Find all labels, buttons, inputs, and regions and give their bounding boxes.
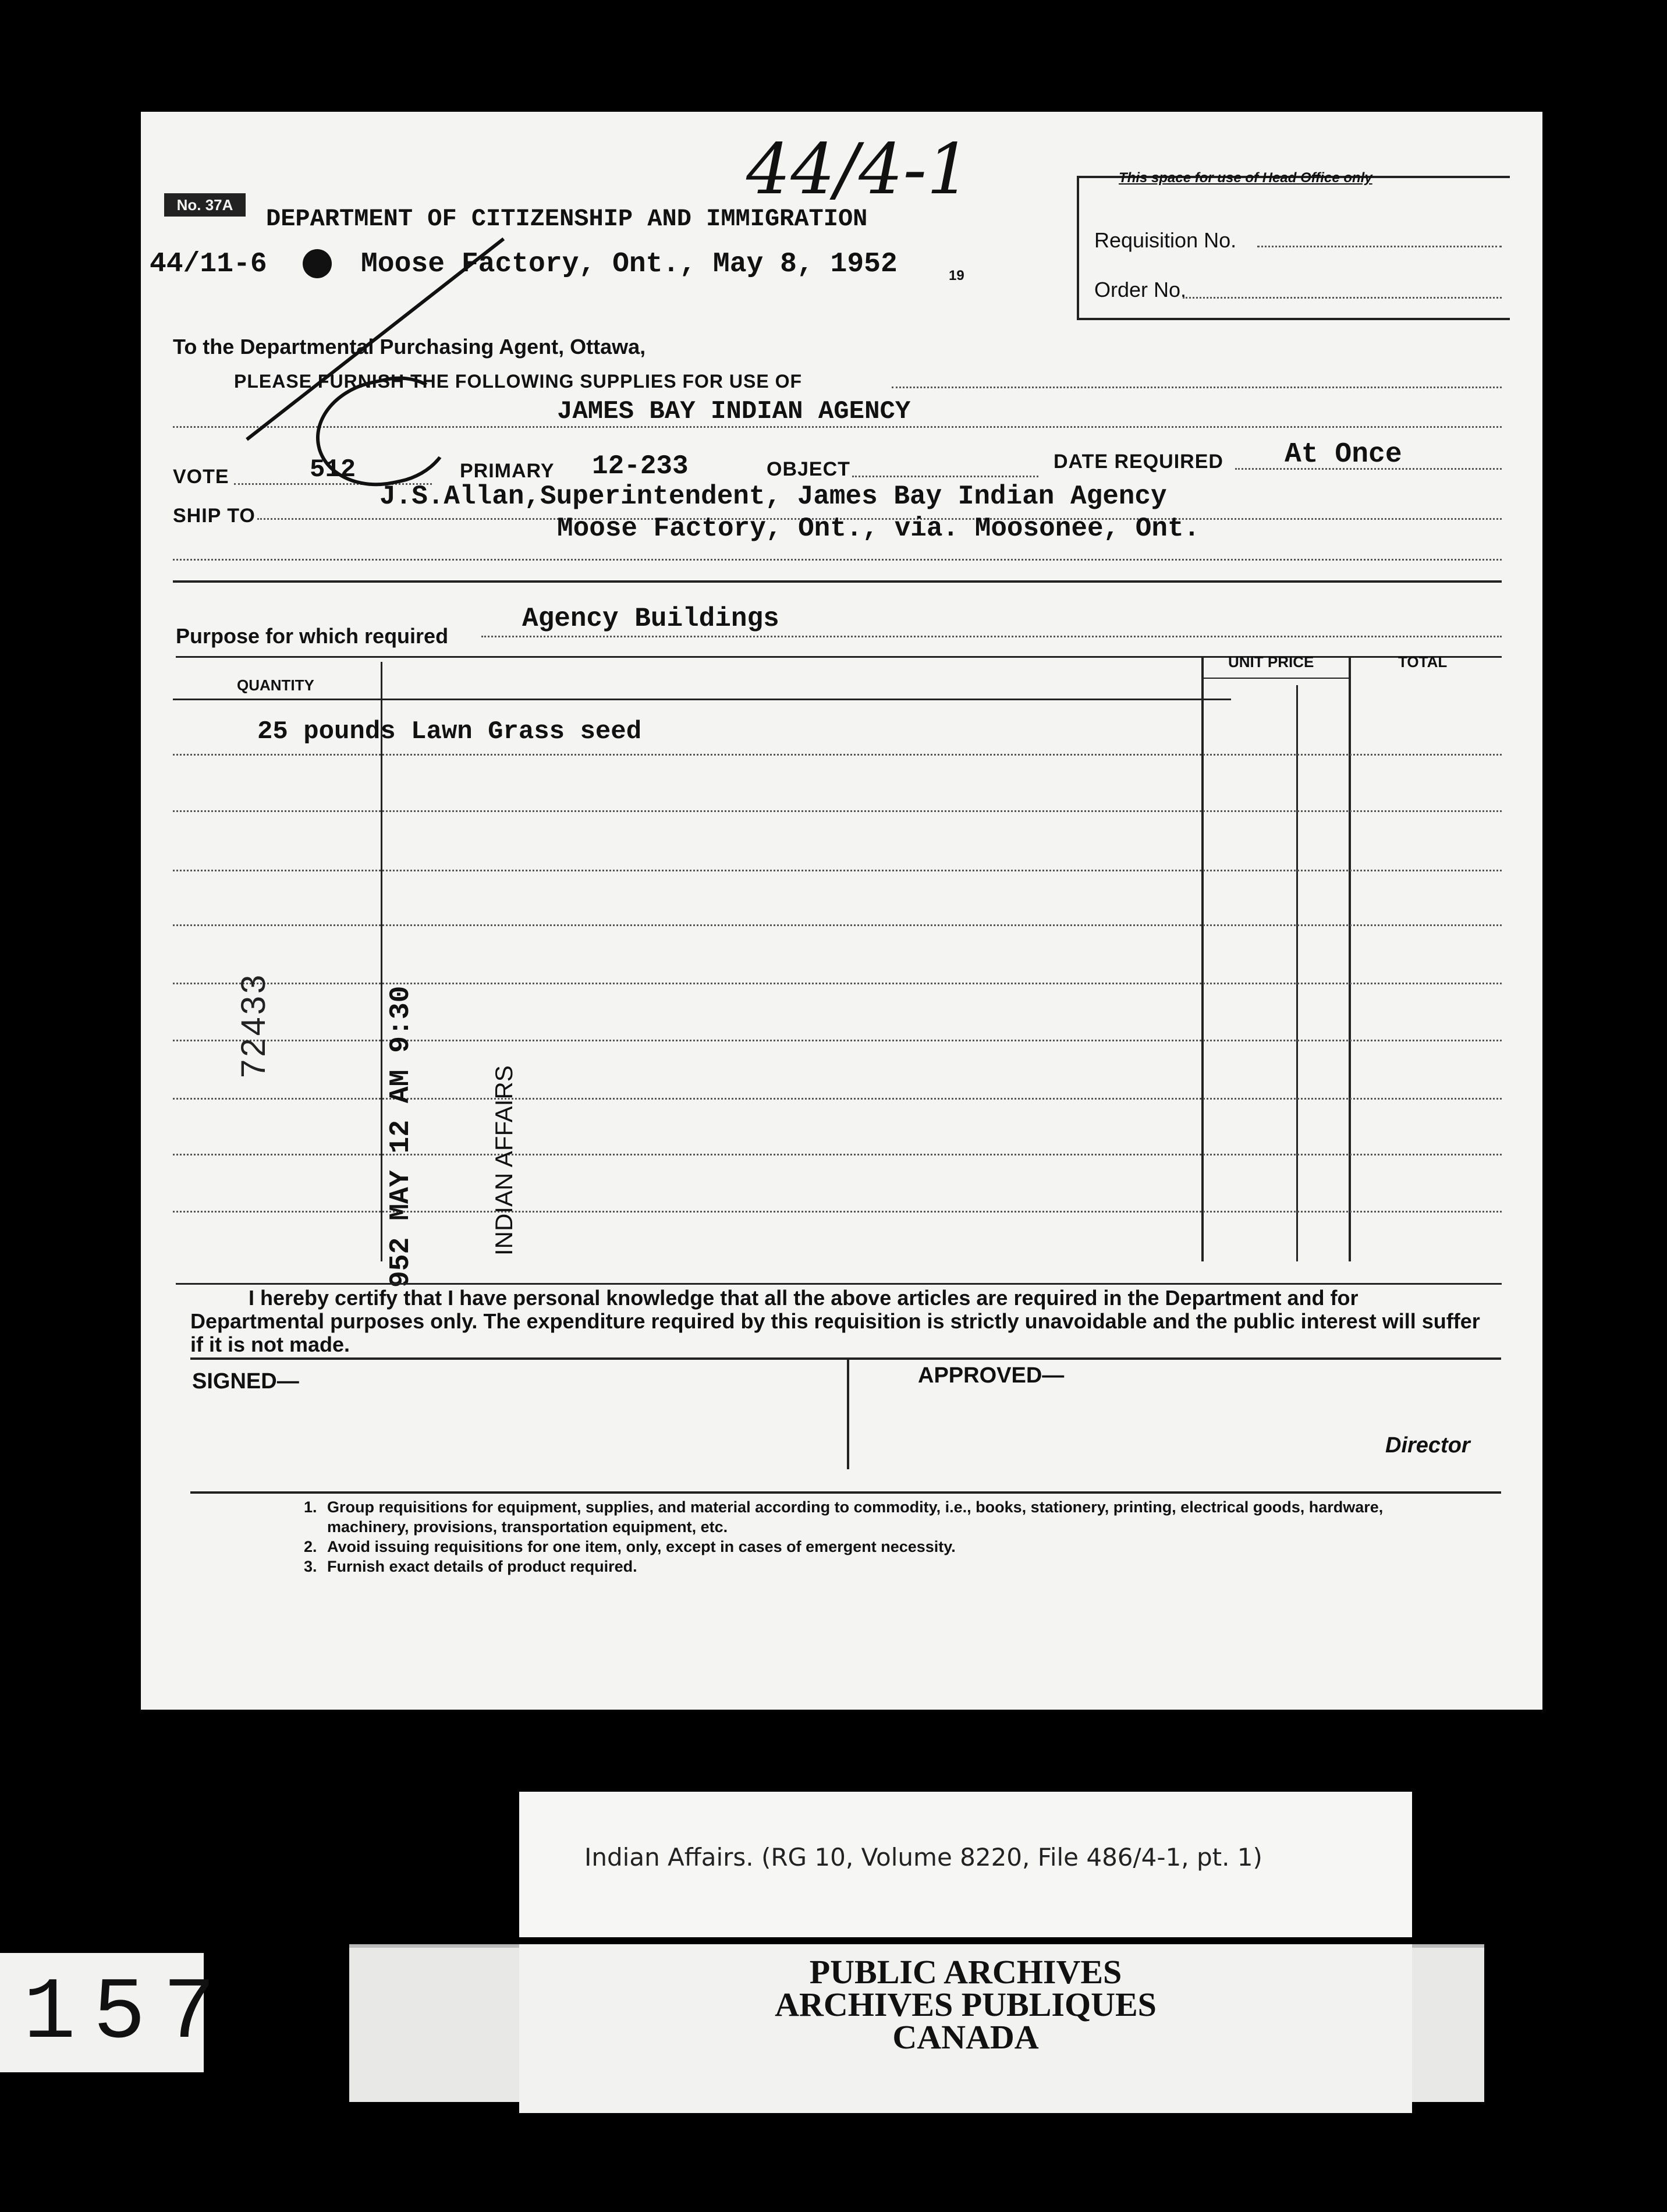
furnish-field — [892, 387, 1502, 388]
note-2-text: Avoid issuing requisitions for one item, only, except in cases of emergent necessity. — [327, 1538, 956, 1555]
unit-price-header-rule — [1201, 678, 1349, 679]
primary-label: PRIMARY — [460, 460, 555, 482]
item-ruled-line — [173, 924, 1502, 926]
table-header-rule — [173, 699, 1231, 700]
archive-stamp-line-3: CANADA — [892, 2018, 1039, 2056]
ship-to-field-2 — [173, 559, 1502, 561]
requisition-no-field — [1257, 246, 1502, 247]
object-field — [852, 476, 1038, 477]
stamp-number: 72433 — [235, 972, 272, 1078]
note-3-number: 3. — [304, 1558, 317, 1575]
note-1-number: 1. — [304, 1498, 317, 1516]
item-ruled-line — [173, 810, 1502, 812]
signature-divider — [847, 1359, 849, 1469]
primary-value: 12-233 — [592, 451, 689, 481]
note-2-number: 2. — [304, 1538, 317, 1555]
unit-price-column-rule-mid — [1296, 685, 1298, 1261]
requisition-form — [141, 112, 1542, 1710]
item-ruled-line — [173, 1211, 1502, 1213]
item-ruled-line — [173, 1098, 1502, 1100]
archive-stamp-line-1: PUBLIC ARCHIVES — [809, 1953, 1122, 1991]
object-label: OBJECT — [767, 458, 850, 480]
item-ruled-line — [173, 754, 1502, 756]
date-required-label: DATE REQUIRED — [1054, 451, 1223, 473]
order-no-field — [1183, 297, 1502, 299]
total-header: TOTAL — [1398, 653, 1448, 671]
date-required-field — [1235, 468, 1502, 470]
item-ruled-line — [173, 1040, 1502, 1041]
archive-stamp-line-2: ARCHIVES PUBLIQUES — [775, 1986, 1157, 2023]
requisition-no-label: Requisition No. — [1094, 228, 1237, 252]
department-heading: DEPARTMENT OF CITIZENSHIP AND IMMIGRATION — [266, 205, 868, 233]
furnish-label: PLEASE FURNISH THE FOLLOWING SUPPLIES FOR USE OF — [234, 371, 803, 392]
signature-top-rule — [190, 1357, 1501, 1360]
note-1-text: Group requisitions for equipment, supplies, and material according to commodity, i.e., books, stationery, printing, electrical goods, hardware, machinery, provisions, transportation equipment, etc. — [327, 1498, 1384, 1536]
note-3-text: Furnish exact details of product required. — [327, 1558, 637, 1575]
ship-to-label: SHIP TO — [173, 505, 256, 527]
note-3 — [304, 1557, 1410, 1576]
ink-blot — [303, 249, 332, 278]
quantity-column-rule — [381, 662, 382, 1261]
purpose-label: Purpose for which required — [176, 624, 449, 648]
frame-number: 157 — [23, 1965, 233, 2064]
order-no-label: Order No. — [1094, 278, 1187, 302]
purpose-value: Agency Buildings — [522, 604, 779, 634]
approved-label: APPROVED— — [918, 1363, 1065, 1388]
certification-text: I hereby certify that I have personal knowledge that all the above articles are required in the Department and for Departmental purposes only. The expenditure required by this requisition is strictly unavoidable and the public interest will suffer if it is not made. — [190, 1286, 1480, 1356]
date-required-value: At Once — [1285, 439, 1402, 470]
received-date-stamp: 952 MAY 12 AM 9:30 — [385, 986, 417, 1288]
quantity-header: QUANTITY — [237, 676, 314, 694]
file-reference: 44/11-6 — [150, 249, 267, 280]
note-2 — [304, 1537, 1410, 1557]
indian-affairs-stamp: INDIAN AFFAIRS — [490, 1065, 517, 1256]
unit-price-column-rule-left — [1201, 656, 1204, 1261]
agency-name: JAMES BAY INDIAN AGENCY — [557, 397, 911, 426]
section-rule — [173, 580, 1502, 583]
archive-stamp — [519, 1953, 1412, 2056]
place-and-date: Moose Factory, Ont., May 8, 1952 — [361, 249, 898, 280]
archive-reference: Indian Affairs. (RG 10, Volume 8220, File 486/4-1, pt. 1) — [584, 1843, 1262, 1871]
film-frame-number — [0, 1953, 233, 2072]
vote-label: VOTE — [173, 466, 229, 488]
total-column-rule — [1349, 656, 1351, 1261]
archive-stamp-card — [519, 1944, 1412, 2113]
vote-value: 512 — [310, 455, 356, 484]
ship-to-line2: Moose Factory, Ont., via. Moosonee, Ont. — [557, 513, 1200, 544]
head-office-title: This space for use of Head Office only — [1119, 170, 1372, 186]
item-ruled-line — [173, 983, 1502, 984]
purpose-field — [481, 636, 1502, 637]
notes-list — [304, 1497, 1410, 1576]
director-label: Director — [1385, 1433, 1470, 1458]
archive-caption-card — [519, 1792, 1412, 1937]
note-1 — [304, 1497, 1410, 1537]
certification-top-rule — [176, 1283, 1502, 1285]
signed-label: SIGNED— — [192, 1369, 299, 1394]
item-line-1: 25 pounds Lawn Grass seed — [257, 717, 642, 746]
notes-top-rule — [190, 1491, 1501, 1494]
to-line: To the Departmental Purchasing Agent, Ottawa, — [173, 335, 646, 359]
year-suffix: 19 — [949, 268, 964, 283]
ship-to-line1: J.S.Allan,Superintendent, James Bay Indian Agency — [379, 481, 1167, 512]
unit-price-header: UNIT PRICE — [1228, 653, 1314, 671]
item-ruled-line — [173, 1154, 1502, 1155]
handwritten-file-note: 44/4-1 — [746, 129, 971, 210]
form-number-badge: No. 37A — [164, 193, 246, 217]
item-ruled-line — [173, 870, 1502, 871]
